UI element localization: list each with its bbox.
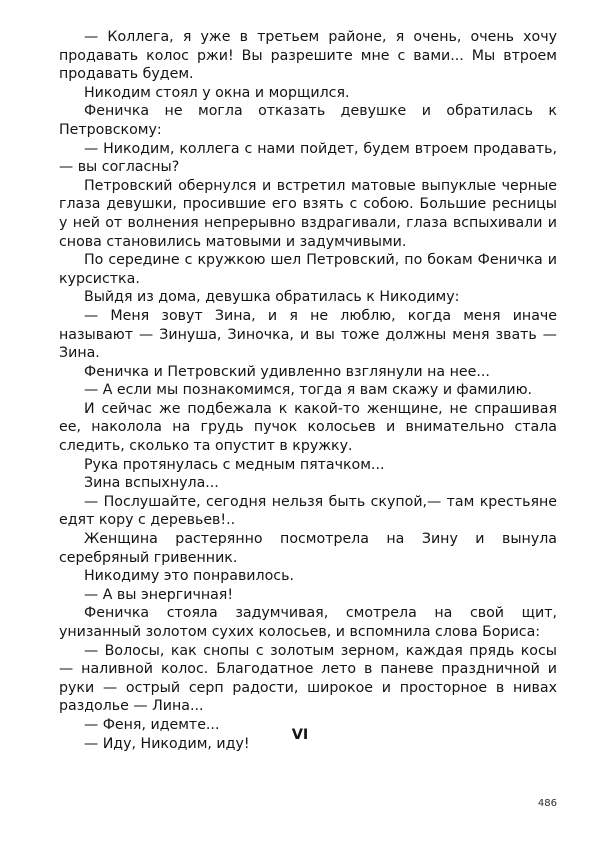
paragraph: — Иду, Никодим, иду! (84, 735, 250, 752)
paragraph: Феничка стояла задумчивая, смотрела на свой щит, унизанный золотом сухих колосьев, и вспомнила слова Бориса: (59, 605, 557, 640)
paragraph: По середине с кружкою шел Петровский, по бокам Феничка и курсистка. (59, 252, 557, 287)
paragraph: Рука протянулась с медным пятачком... (84, 456, 385, 473)
paragraph: — Феня, идемте... (84, 716, 220, 733)
chapter-heading: VI (291, 727, 309, 743)
body-text (59, 28, 557, 753)
paragraph: — Меня зовут Зина, и я не люблю, когда меня иначе называют — Зинуша, Зиночка, и вы тоже должны меня звать — Зина. (59, 307, 557, 362)
paragraph: Никодим стоял у окна и морщился. (84, 84, 350, 101)
paragraph: И сейчас же подбежала к какой-то женщине, не спрашивая ее, наколола на грудь пучок колосьев и внимательно стала следить, сколько та опустит в кружку. (59, 400, 557, 455)
paragraph: — А если мы познакомимся, тогда я вам скажу и фамилию. (84, 382, 533, 399)
paragraph: — Волосы, как снопы с золотым зерном, каждая прядь косы — наливной колос. Благодатное лето в паневе праздничной и руки — острый серп радости, широкое и просторное в нивах раздолье — Лина... (59, 642, 557, 715)
paragraph: Феничка не могла отказать девушке и обратилась к Петровскому: (59, 103, 557, 138)
paragraph: Выйдя из дома, девушка обратилась к Никодиму: (84, 289, 460, 306)
paragraph: — Никодим, коллега с нами пойдет, будем втроем продавать,— вы согласны? (59, 140, 557, 176)
paragraph: Петровский обернулся и встретил матовые выпуклые черные глаза девушки, просившие его взять с собою. Большие ресницы у ней от волнения непрерывно вздрагивали, глаза вспыхивали и снова становились матовыми и задумчивыми. (59, 177, 557, 250)
paragraph: Никодиму это понравилось. (84, 568, 294, 585)
paragraph: Феничка и Петровский удивленно взглянули на нее... (84, 363, 490, 380)
paragraph: Зина вспыхнула... (84, 475, 219, 492)
paragraph: — Послушайте, сегодня нельзя быть скупой,— там крестьяне едят кору с деревьев!.. (59, 493, 557, 529)
page-number: 486 (537, 798, 557, 809)
paragraph: — Коллега, я уже в третьем районе, я очень, очень хочу продавать колос ржи! Вы разрешите мне с вами... Мы втроем продавать будем. (59, 29, 557, 83)
paragraph: Женщина растерянно посмотрела на Зину и вынула серебряный гривенник. (59, 531, 557, 566)
paragraph: — А вы энергичная! (84, 586, 234, 603)
